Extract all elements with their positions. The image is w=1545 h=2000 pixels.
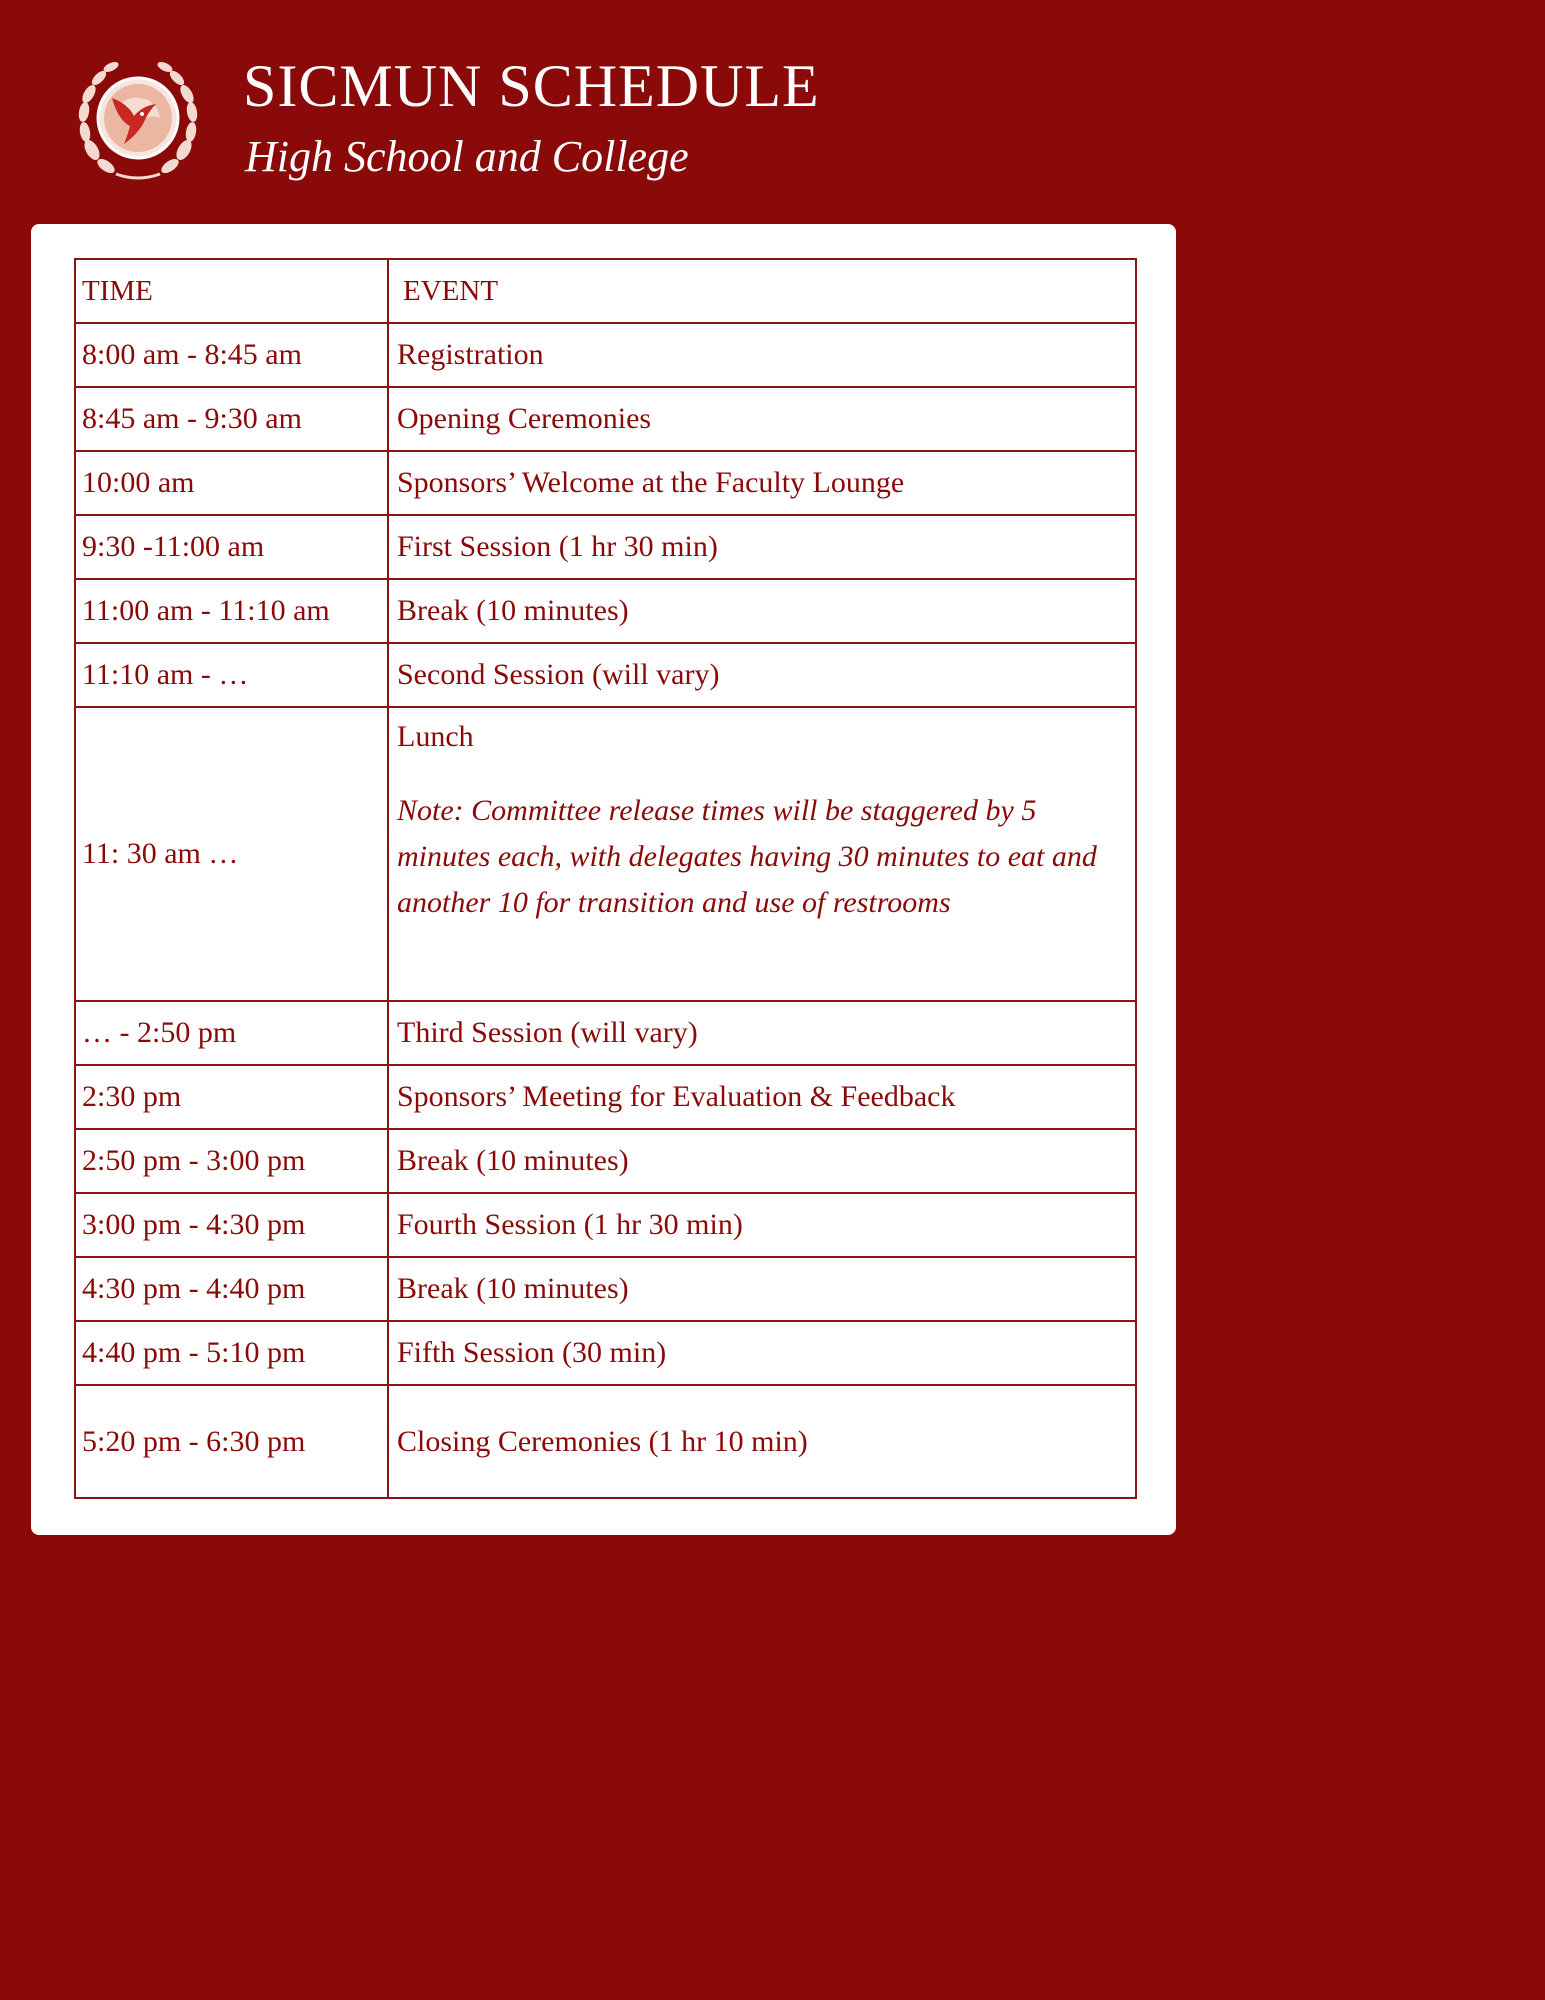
time-cell: 11:00 am - 11:10 am: [75, 579, 388, 643]
table-row: [75, 643, 1136, 707]
time-cell: 4:30 pm - 4:40 pm: [75, 1257, 388, 1321]
time-cell: 8:45 am - 9:30 am: [75, 387, 388, 451]
table-row: [75, 1129, 1136, 1193]
time-cell: 5:20 pm - 6:30 pm: [75, 1385, 388, 1498]
time-cell: 9:30 -11:00 am: [75, 515, 388, 579]
event-cell: Registration: [388, 323, 1136, 387]
table-row-lunch: [75, 707, 1136, 1001]
header: [0, 0, 1212, 222]
event-cell: First Session (1 hr 30 min): [388, 515, 1136, 579]
table-row: [75, 1257, 1136, 1321]
event-cell: Break (10 minutes): [388, 1257, 1136, 1321]
time-cell: 11:10 am - …: [75, 643, 388, 707]
table-row: [75, 579, 1136, 643]
event-title: Lunch: [397, 720, 474, 753]
time-cell: 3:00 pm - 4:30 pm: [75, 1193, 388, 1257]
column-header-time: TIME: [75, 259, 388, 323]
event-cell: Fifth Session (30 min): [388, 1321, 1136, 1385]
page-title: SICMUN SCHEDULE: [243, 53, 820, 119]
column-header-event: EVENT: [388, 259, 1136, 323]
table-row: [75, 1321, 1136, 1385]
event-cell: Opening Ceremonies: [388, 387, 1136, 451]
table-row: [75, 1193, 1136, 1257]
table-row: [75, 515, 1136, 579]
table-row: [75, 1001, 1136, 1065]
table-header-row: [75, 259, 1136, 323]
time-cell: 2:50 pm - 3:00 pm: [75, 1129, 388, 1193]
event-cell: [388, 707, 1136, 1001]
time-cell: … - 2:50 pm: [75, 1001, 388, 1065]
table-row: [75, 1065, 1136, 1129]
schedule-table: [74, 258, 1137, 1499]
table-row: [75, 323, 1136, 387]
event-cell: Sponsors’ Welcome at the Faculty Lounge: [388, 451, 1136, 515]
time-cell: 10:00 am: [75, 451, 388, 515]
event-cell: Second Session (will vary): [388, 643, 1136, 707]
event-cell: Sponsors’ Meeting for Evaluation & Feedback: [388, 1065, 1136, 1129]
event-cell: Break (10 minutes): [388, 1129, 1136, 1193]
time-cell: 2:30 pm: [75, 1065, 388, 1129]
table-row: [75, 451, 1136, 515]
event-cell: Closing Ceremonies (1 hr 10 min): [388, 1385, 1136, 1498]
table-row: [75, 387, 1136, 451]
event-cell: Fourth Session (1 hr 30 min): [388, 1193, 1136, 1257]
event-cell: Third Session (will vary): [388, 1001, 1136, 1065]
time-cell: 11: 30 am …: [75, 707, 388, 1001]
lunch-note: Note: Committee release times will be staggered by 5 minutes each, with delegates having 30 minutes to eat and another 10 for transition and use of restrooms: [397, 793, 1097, 919]
dove-globe-laurel-icon: [72, 54, 204, 186]
page-subtitle: High School and College: [245, 132, 689, 181]
time-cell: 4:40 pm - 5:10 pm: [75, 1321, 388, 1385]
event-cell: Break (10 minutes): [388, 579, 1136, 643]
time-cell: 8:00 am - 8:45 am: [75, 323, 388, 387]
table-row: [75, 1385, 1136, 1498]
